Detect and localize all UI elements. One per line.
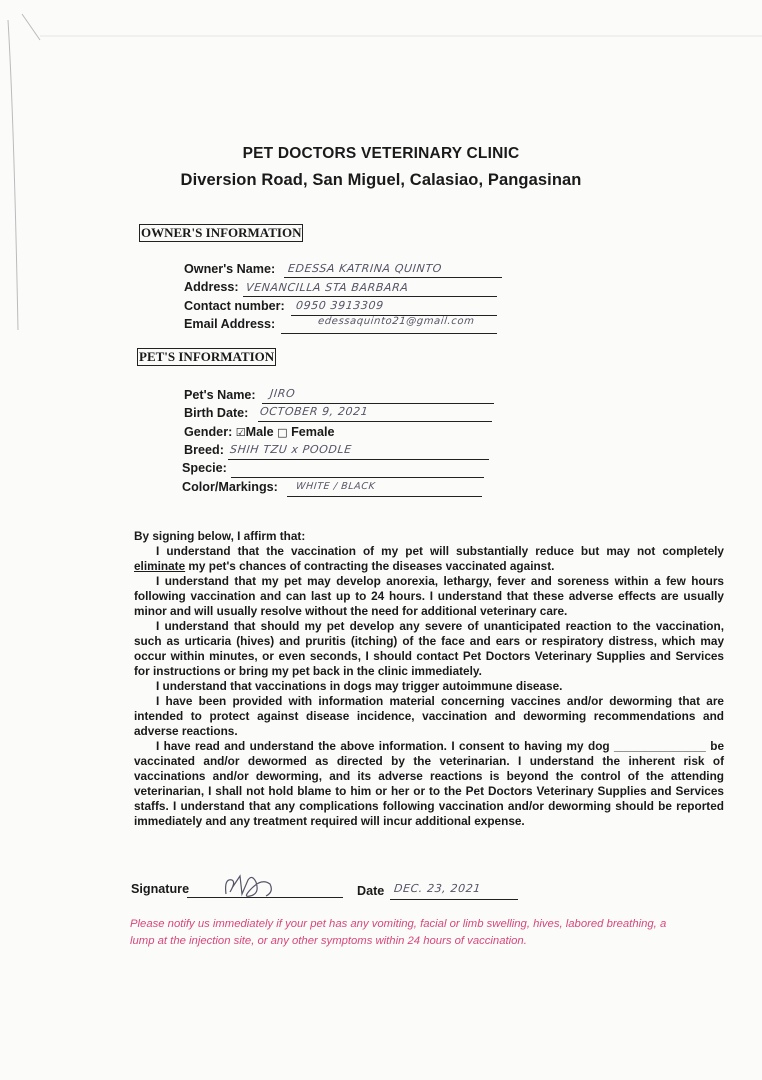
contact-value: 0950 3913309 [295,299,385,312]
male-checkbox[interactable]: ☑ [235,426,246,439]
clinic-name: PET DOCTORS VETERINARY CLINIC [242,145,520,162]
birth-date-label: Birth Date: [184,406,249,420]
breed-label: Breed: [184,443,224,457]
consent-p4: I understand that vaccinations in dogs may trigger autoimmune disease. [156,679,563,693]
male-option: Male [245,425,274,439]
color-value: WHITE / BLACK [295,481,376,492]
pet-name-line[interactable] [262,403,494,404]
specie-label: Specie: [182,461,227,475]
consent-p2: I understand that my pet may develop anorexia, lethargy, fever and soreness within a few hours following vaccination and can last up to 24 hours. I understand that these adverse effects are usually minor and will usually resolve without the need for additional veterinary care. [134,574,724,618]
breed-value: SHIH TZU x POODLE [229,443,353,456]
eliminate-underlined: eliminate [134,559,186,573]
date-line[interactable] [390,899,518,900]
color-label: Color/Markings: [182,480,278,494]
consent-p5: I have been provided with information material concerning vaccines and/or deworming that are intended to protect against disease incidence, vaccination and deworming recommendations and adverse reactions. [134,694,724,738]
birth-date-value: OCTOBER 9, 2021 [259,405,370,418]
email-value: edessaquinto21@gmail.com [317,316,476,327]
specie-line[interactable] [231,477,484,478]
color-line[interactable] [287,496,482,497]
breed-line[interactable] [228,459,489,460]
date-label: Date [357,884,385,898]
birth-date-line[interactable] [258,421,492,422]
consent-p3: I understand that should my pet develop any severe of unanticipated reaction to the vaccination, such as urticaria (hives) and pruritis (itching) of the face and ears or respiratory distress, which may occur within minutes, or even seconds, I should contact Pet Doctors Veterinary Supplies and Services for instructions or bring my pet back in the clinic immediately. [134,619,724,678]
consent-p6: I have read and understand the above information. I consent to having my dog ______________ be vaccinated and/or dewormed as directed by the veterinarian. I understand the inherent risk of vaccinations and/or deworming, and its adverse reactions is beyond the control of the attending veterinarian, I shall not hold blame to him or her or to the Pet Doctors Veterinary Supplies and Services staffs. I understand that any complications following vaccination and/or deworming should be reported immediately and any treatment required will incur additional expense. [134,739,724,828]
female-checkbox[interactable]: □ [277,426,288,439]
date-value: DEC. 23, 2021 [393,882,482,895]
contact-label: Contact number: [184,299,285,313]
owner-section-title: OWNER'S INFORMATION [141,225,302,240]
address-line[interactable] [243,296,497,297]
pet-name-label: Pet's Name: [184,388,256,402]
owner-name-label: Owner's Name: [184,262,276,276]
pet-name-value: JIRO [269,387,296,400]
pet-section-title: PET'S INFORMATION [139,349,275,364]
consent-intro: By signing below, I affirm that: [134,529,306,543]
address-label: Address: [184,280,239,294]
clinic-address: Diversion Road, San Miguel, Calasiao, Pangasinan [180,171,582,189]
female-option: Female [291,425,335,439]
owner-name-line[interactable] [284,277,502,278]
gender-label: Gender: [184,425,233,439]
notice-text: Please notify us immediately if your pet has any vomiting, facial or limb swelling, hives, labored breathing, a lump at the injection site, or any other symptoms within 24 hours of vaccination. [130,918,667,947]
consent-p1: I understand that the vaccination of my pet will substantially reduce but may not completely eliminate my pet's chances of contracting the diseases vaccinated against. [134,544,724,573]
owner-name-value: EDESSA KATRINA QUINTO [287,262,443,275]
signature-label: Signature [131,882,190,896]
signature-scribble [222,872,282,902]
email-label: Email Address: [184,317,276,331]
email-line[interactable] [281,333,497,334]
address-value: VENANCILLA STA BARBARA [245,281,410,294]
consent-block [134,529,724,829]
gender-row [184,425,334,439]
